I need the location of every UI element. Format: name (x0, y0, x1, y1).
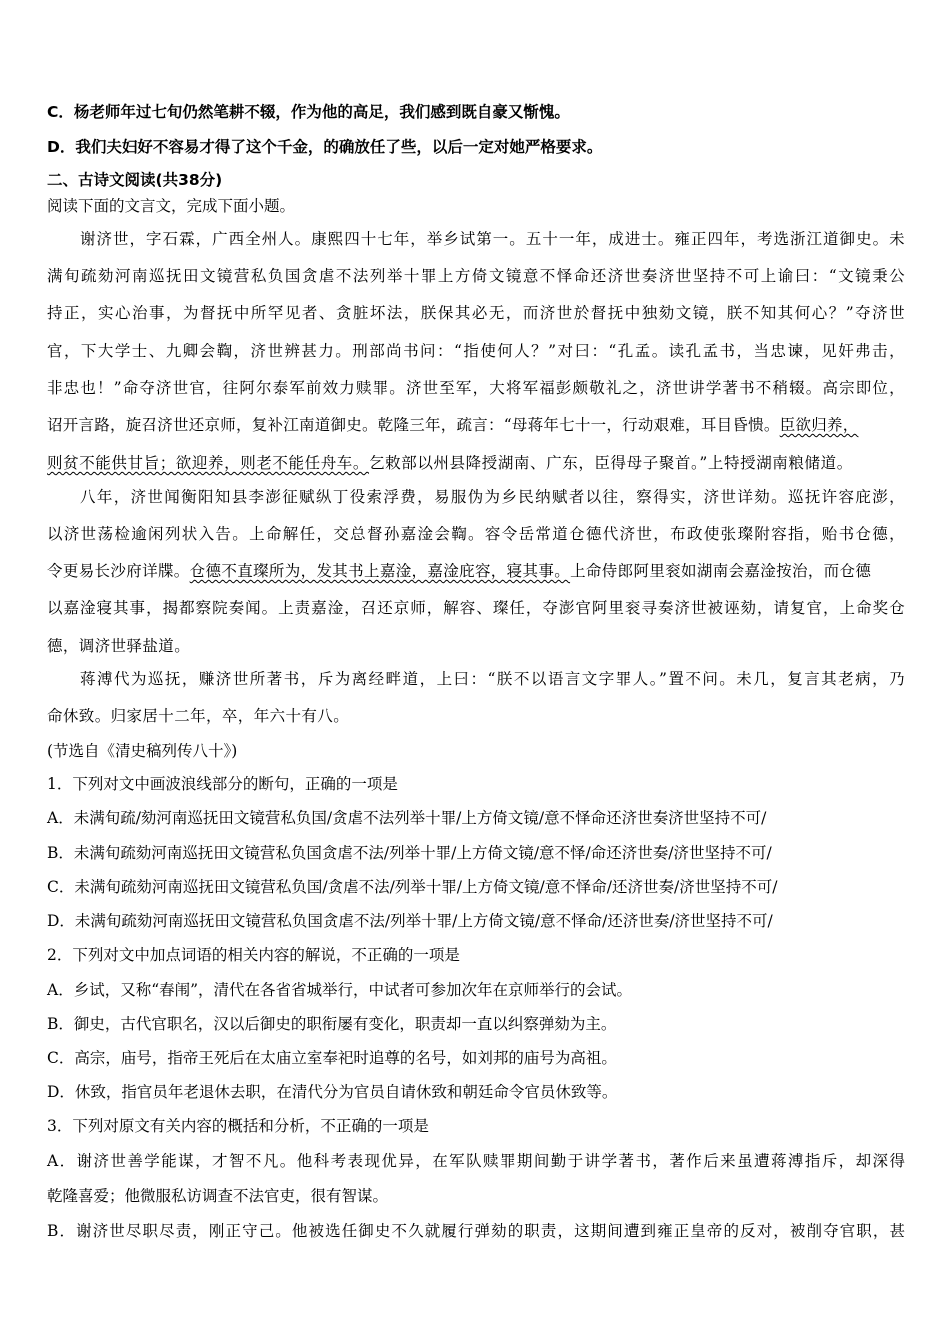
passage-text: 令更易长沙府详牒。 (47, 562, 190, 580)
passage-line: 持正，实心治事，为督抚中所罕见者、贪脏坏法，朕保其必无，而济世於督抚中独劾文镜，朕不知其何心？”夺济世 (47, 304, 905, 322)
underlined-phrase: 臣欲归养， (779, 416, 859, 434)
option-d-prev: D．我们夫妇好不容易才得了这个千金，的确放任了些，以后一定对她严格要求。 (47, 138, 603, 156)
question-option: D．休致，指官员年老退休去职，在清代分为官员自请休致和朝廷命令官员休致等。 (47, 1083, 618, 1101)
passage-line: 命休致。归家居十二年，卒，年六十有八。 (47, 707, 350, 725)
passage-line: 满旬疏劾河南巡抚田文镜营私负国贪虐不法列举十罪上方倚文镜意不怿命还济世奏济世坚持不可上谕曰：“文镜秉公 (47, 267, 905, 285)
passage-line: 德，调济世驿盐道。 (47, 637, 191, 655)
question-option: A．谢济世善学能谋，才智不凡。他科考表现优异，在军队赎罪期间勤于讲学著书，著作后来虽遭蒋溥指斥，却深得 (47, 1152, 905, 1170)
question-option: C．未满旬疏劾河南巡抚田文镜营私负国/贪虐不法/列举十罪/上方倚文镜/意不怿命/还济世奏/济世坚持不可/ (47, 878, 778, 896)
question-option: 乾隆喜爱；他微服私访调查不法官吏，很有智谋。 (47, 1187, 389, 1205)
section-heading: 二、古诗文阅读(共38分) (47, 171, 223, 189)
passage-text: 诏开言路，旋召济世还京师，复补江南道御史。乾隆三年，疏言：“母蒋年七十一，行动艰难，耳目昏愦。 (47, 416, 780, 434)
passage-line: 八年，济世闻衡阳知县李澎征赋纵丁役索浮费，易服伪为乡民纳赋者以往，察得实，济世详劾。巡抚许容庇澎， (80, 488, 905, 506)
question-option: B．未满旬疏劾河南巡抚田文镜营私负国贪虐不法/列举十罪/上方倚文镜/意不怿/命还济世奏/济世坚持不可/ (47, 844, 772, 862)
passage-text: 上命侍郎阿里衮如湖南会嘉淦按治，而仓德 (570, 562, 872, 580)
passage-line (47, 561, 871, 581)
question-option: C．高宗，庙号，指帝王死后在太庙立室奉祀时追尊的名号，如刘邦的庙号为高祖。 (47, 1049, 617, 1067)
question-option: B．谢济世尽职尽责，刚正守己。他被选任御史不久就履行弹劾的职责，这期间遭到雍正皇帝的反对，被削夺官职，甚 (47, 1222, 905, 1240)
passage-line: 以济世荡检逾闲列状入告。上命解任，交总督孙嘉淦会鞫。容令岳常道仓德代济世，布政使张璨附容指，贻书仓德， (47, 525, 905, 543)
passage-line (47, 453, 853, 473)
passage-line (47, 415, 905, 435)
option-c-prev: C．杨老师年过七旬仍然笔耕不辍，作为他的高足，我们感到既自豪又惭愧。 (47, 103, 570, 121)
underlined-phrase: 仓德不直璨所为，发其书上嘉淦，嘉淦庇容，寝其事。 (189, 562, 571, 580)
question-stem: 3．下列对原文有关内容的概括和分析，不正确的一项是 (47, 1117, 429, 1135)
question-option: A．未满旬疏/劾河南巡抚田文镜营私负国/贪虐不法列举十罪/上方倚文镜/意不怿命还济世奏济世坚持不可/ (47, 809, 767, 827)
question-option: A．乡试，又称“春闱”，清代在各省省城举行，中试者可参加次年在京师举行的会试。 (47, 981, 633, 999)
passage-line: 蒋溥代为巡抚，赚济世所著书，斥为离经畔道，上曰：“朕不以语言文字罪人。”置不问。未几，复言其老病，乃 (80, 670, 905, 688)
question-option: D．未满旬疏劾河南巡抚田文镜营私负国贪虐不法/列举十罪/上方倚文镜/意不怿命/还济世奏/济世坚持不可/ (47, 912, 773, 930)
passage-line: 非忠也！”命夺济世官，往阿尔泰军前效力赎罪。济世至军，大将军福彭颇敬礼之，济世讲学著书不稍辍。高宗即位， (47, 379, 905, 397)
passage-line: 谢济世，字石霖，广西全州人。康熙四十七年，举乡试第一。五十一年，成进士。雍正四年，考选浙江道御史。未 (80, 230, 905, 248)
passage-source: (节选自《清史稿列传八十》) (47, 742, 238, 760)
passage-line: 官，下大学士、九卿会鞫，济世辨甚力。刑部尚书问：“指使何人？”对曰：“孔孟。读孔孟书，当忠谏，见奸弗击， (47, 342, 905, 360)
passage-text: 乞敕部以州县降授湖南、广东，臣得母子聚首。”上特授湖南粮储道。 (369, 454, 853, 472)
question-stem: 2．下列对文中加点词语的相关内容的解说，不正确的一项是 (47, 946, 460, 964)
underlined-phrase: 则贫不能供甘旨；欲迎养，则老不能任舟车。 (47, 454, 370, 472)
passage-line: 以嘉淦寝其事，揭都察院奏闻。上责嘉淦，召还京师，解容、璨任，夺澎官阿里衮寻奏济世被诬劾，请复官，上命奖仓 (47, 599, 905, 617)
question-stem: 1．下列对文中画波浪线部分的断句，正确的一项是 (47, 775, 398, 793)
section-instruction: 阅读下面的文言文，完成下面小题。 (47, 197, 296, 215)
question-option: B．御史，古代官职名，汉以后御史的职衔屡有变化，职责却一直以纠察弹劾为主。 (47, 1015, 617, 1033)
